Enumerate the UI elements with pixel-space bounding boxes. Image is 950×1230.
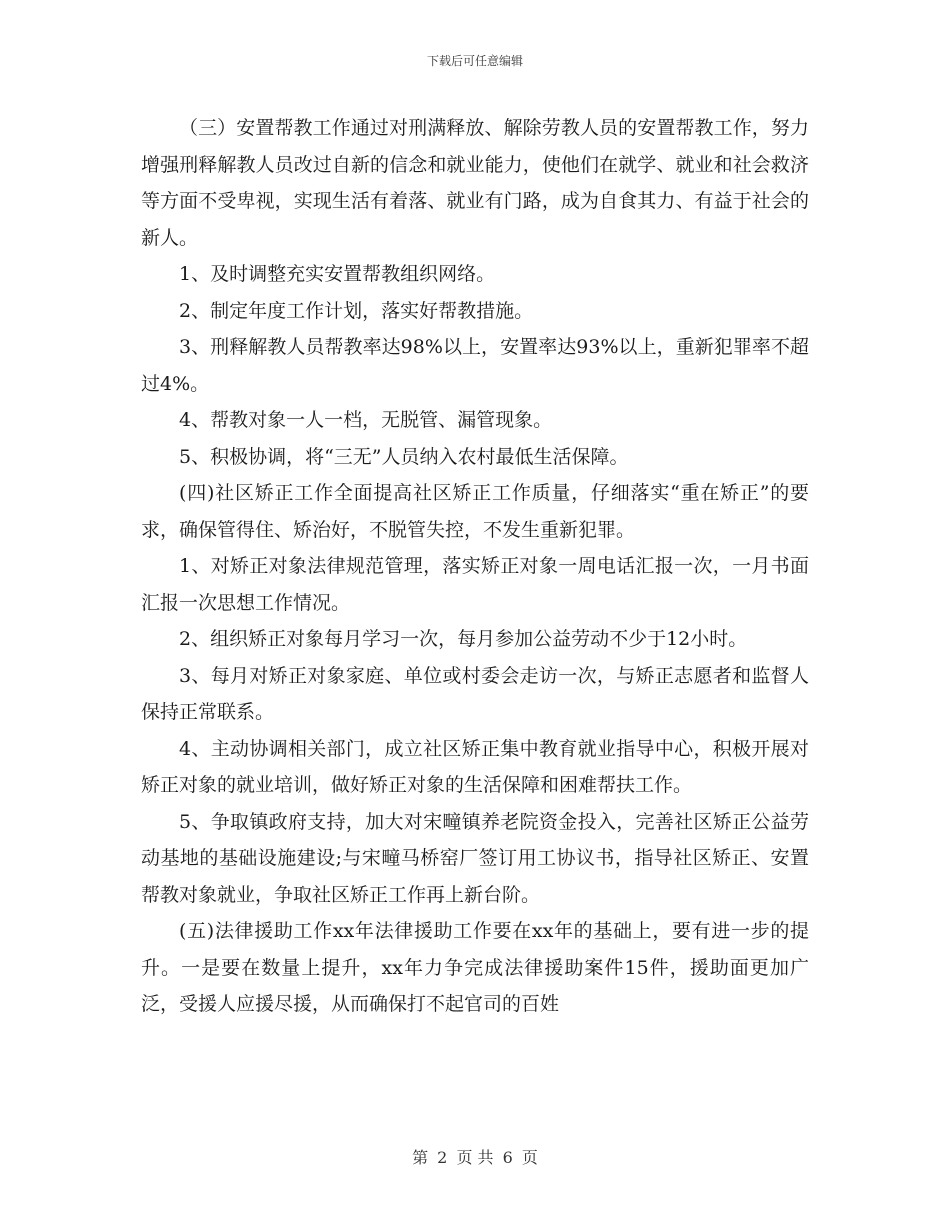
page-footer xyxy=(0,1145,950,1168)
paragraph-item: 3、每月对矫正对象家庭、单位或村委会走访一次，与矫正志愿者和监督人保持正常联系。 xyxy=(141,664,809,723)
paragraph-item: 1、及时调整充实安置帮教组织网络。 xyxy=(179,263,496,285)
footer-middle: 页 共 xyxy=(456,1148,494,1167)
paragraph-item: 4、主动协调相关部门，成立社区矫正集中教育就业指导中心，积极开展对矫正对象的就业培训，做好矫正对象的生活保障和困难帮扶工作。 xyxy=(141,737,809,796)
paragraph-item: 5、积极协调，将“三无”人员纳入农村最低生活保障。 xyxy=(179,445,629,468)
paragraph-section-four: (四)社区矫正工作全面提高社区矫正工作质量，仔细落实“重在矫正”的要求，确保管得住、矫治好，不脱管失控，不发生重新犯罪。 xyxy=(141,482,809,541)
paragraph-item: 1、对矫正对象法律规范管理，落实矫正对象一周电话汇报一次，一月书面汇报一次思想工作情况。 xyxy=(141,555,809,614)
document-body xyxy=(141,110,809,1023)
paragraph-item: 5、争取镇政府支持，加大对宋疃镇养老院资金投入，完善社区矫正公益劳动基地的基础设施建设;与宋疃马桥窑厂签订用工协议书，指导社区矫正、安置帮教对象就业，争取社区矫正工作再上新台阶。 xyxy=(141,810,809,906)
paragraph-item: 2、组织矫正对象每月学习一次，每月参加公益劳动不少于12小时。 xyxy=(179,628,748,650)
footer-page-number: 2 xyxy=(437,1148,448,1167)
paragraph-item: 2、制定年度工作计划，落实好帮教措施。 xyxy=(179,299,534,322)
footer-prefix: 第 xyxy=(412,1148,429,1167)
paragraph-item: 3、刑释解教人员帮教率达98%以上，安置率达93%以上，重新犯罪率不超过4%。 xyxy=(141,336,809,395)
footer-suffix: 页 xyxy=(521,1148,538,1167)
paragraph-section-three: （三）安置帮教工作通过对刑满释放、解除劳教人员的安置帮教工作，努力增强刑释解教人员改过自新的信念和就业能力，使他们在就学、就业和社会救济等方面不受卑视，实现生活有着落、就业有门路，成为自食其力、有益于社会的新人。 xyxy=(141,117,809,249)
page-header: 下载后可任意编辑 xyxy=(426,54,523,68)
paragraph-item: 4、帮教对象一人一档，无脱管、漏管现象。 xyxy=(179,409,553,431)
paragraph-section-five: (五)法律援助工作xx年法律援助工作要在xx年的基础上，要有进一步的提升。一是要在数量上提升，xx年力争完成法律援助案件15件，援助面更加广泛，受援人应援尽援，从而确保打不起官司的百姓 xyxy=(141,920,809,1015)
footer-total-pages: 6 xyxy=(502,1148,513,1167)
